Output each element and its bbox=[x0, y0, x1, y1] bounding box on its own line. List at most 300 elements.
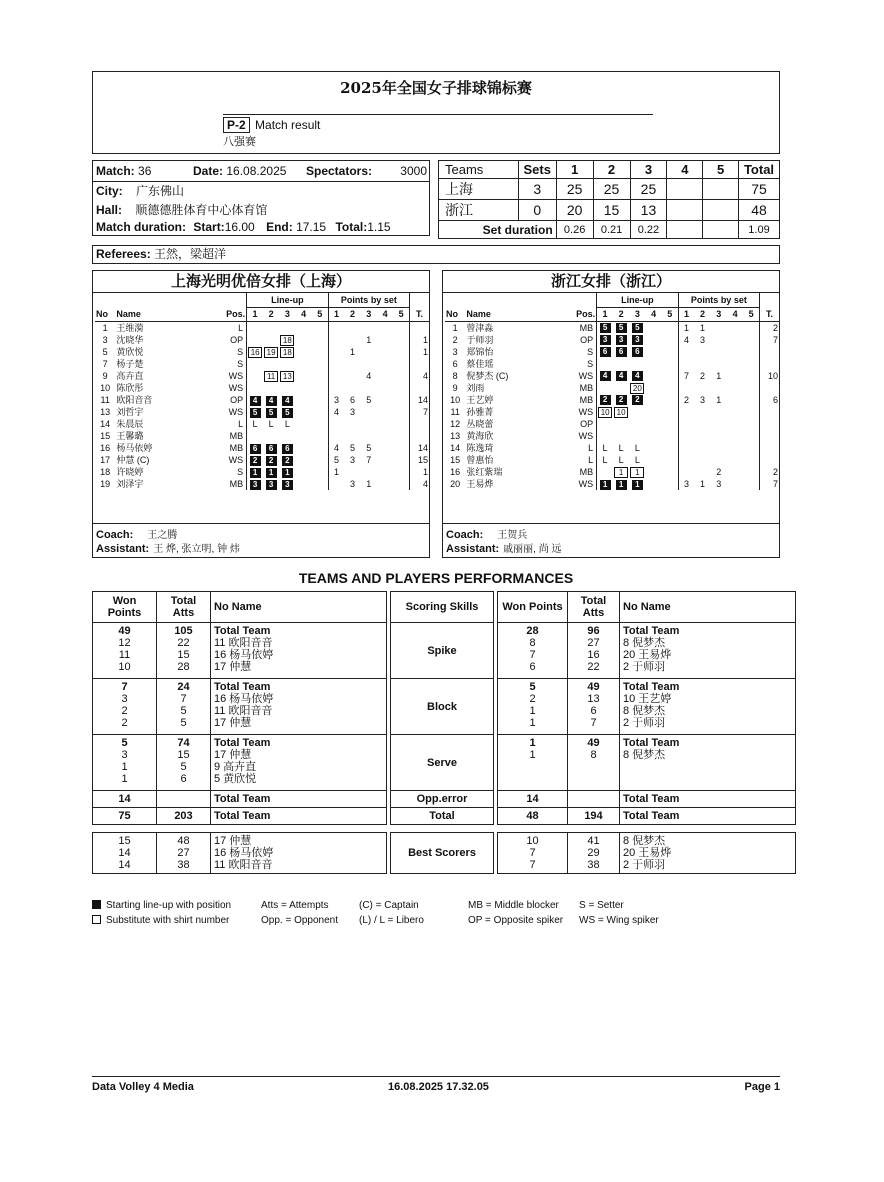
player-number: 10 bbox=[100, 382, 111, 393]
player-row bbox=[95, 454, 429, 466]
player-total bbox=[410, 430, 429, 442]
points-header: Points by set bbox=[678, 293, 759, 307]
footer-page: Page 1 bbox=[744, 1081, 780, 1093]
legend-op: OP = Opposite spiker bbox=[468, 915, 564, 926]
set-points bbox=[344, 430, 360, 442]
header-rule bbox=[223, 114, 653, 115]
starting-position-marker: 6 bbox=[632, 347, 643, 357]
set-points: 3 bbox=[700, 394, 706, 405]
set-points bbox=[377, 358, 393, 370]
set-points: 4 bbox=[678, 334, 694, 346]
set-points bbox=[344, 466, 360, 478]
player-number: 1 bbox=[452, 322, 458, 333]
set-points bbox=[328, 478, 344, 490]
match-date: 16.08.2025 bbox=[226, 164, 287, 178]
set-points bbox=[377, 454, 393, 466]
col-set-1: 1 bbox=[556, 161, 593, 179]
skill-section-block: 7 3 2 2 24 7 5 5 Total Team 16 杨马依婷 11 欧阳音音 17 仲慧 Block 5 2 1 1 49 13 6 7 Total Team 10 王艺婷 8 倪梦杰 2 于师羽 bbox=[93, 679, 796, 735]
player-number: 14 bbox=[100, 418, 111, 429]
match-info bbox=[92, 160, 430, 236]
legend-mb: MB = Middle blocker bbox=[468, 900, 559, 911]
starting-position-marker: 6 bbox=[282, 444, 293, 454]
team-a-total: 75 bbox=[739, 179, 780, 200]
substitute-marker: 1 bbox=[614, 467, 628, 478]
player-position: WS bbox=[228, 370, 244, 381]
set-points bbox=[743, 430, 759, 442]
team-b-sets: 0 bbox=[518, 200, 556, 221]
roster-group-header bbox=[445, 293, 779, 307]
city-label: City: bbox=[96, 184, 123, 198]
legend-substitute: Substitute with shirt number bbox=[92, 913, 262, 928]
set-points bbox=[711, 406, 727, 418]
starting-position-marker: 4 bbox=[266, 396, 277, 406]
report-code: P-2 bbox=[223, 117, 250, 133]
end-label: End: bbox=[266, 220, 293, 234]
set-points bbox=[711, 346, 727, 358]
starting-position-marker: 3 bbox=[266, 480, 277, 490]
player-number: 5 bbox=[102, 346, 108, 357]
set-points bbox=[711, 358, 727, 370]
set-points bbox=[743, 418, 759, 430]
set-points bbox=[344, 321, 360, 334]
player-name: 于师羽 bbox=[466, 334, 494, 345]
starting-position-marker: 1 bbox=[632, 480, 643, 490]
player-row bbox=[95, 406, 429, 418]
set-points: 3 bbox=[350, 406, 356, 417]
team-b-name: 浙江 bbox=[439, 200, 519, 221]
legend-libero: (L) / L = Libero bbox=[359, 915, 424, 926]
assistant-names: 戚丽丽, 尚 远 bbox=[503, 544, 562, 555]
set-points bbox=[393, 406, 409, 418]
starting-position-marker: 4 bbox=[632, 371, 643, 381]
set-points bbox=[377, 466, 393, 478]
player-row bbox=[95, 334, 429, 346]
starting-position-marker: 4 bbox=[250, 396, 261, 406]
report-header bbox=[92, 71, 780, 154]
libero-marker: L bbox=[268, 418, 274, 429]
player-total bbox=[760, 382, 779, 394]
set-points bbox=[328, 321, 344, 334]
libero-marker: L bbox=[602, 442, 608, 453]
score-header-row bbox=[439, 161, 780, 179]
set-duration-total: 1.09 bbox=[739, 221, 780, 239]
col-set-5: 5 bbox=[703, 161, 739, 179]
set-points bbox=[678, 442, 694, 454]
set-points bbox=[678, 466, 694, 478]
player-position: S bbox=[237, 466, 244, 477]
col-set-2: 2 bbox=[593, 161, 630, 179]
set-points bbox=[393, 358, 409, 370]
set-points bbox=[694, 382, 710, 394]
set-points bbox=[377, 370, 393, 382]
player-number: 19 bbox=[100, 478, 111, 489]
starting-position-marker: 4 bbox=[600, 371, 611, 381]
info-divider-1 bbox=[93, 181, 429, 182]
set-points bbox=[694, 418, 710, 430]
set-points: 2 bbox=[678, 394, 694, 406]
player-position: WS bbox=[578, 370, 594, 381]
player-position: L bbox=[238, 322, 244, 333]
team-b-set4 bbox=[667, 200, 703, 221]
player-row bbox=[95, 418, 429, 430]
set-points bbox=[694, 406, 710, 418]
set-points bbox=[361, 406, 377, 418]
set-points bbox=[743, 321, 759, 334]
roster-table bbox=[95, 293, 429, 490]
duration-label: Match duration: bbox=[96, 220, 186, 234]
starting-position-marker: 1 bbox=[266, 468, 277, 478]
player-total bbox=[760, 358, 779, 370]
starting-position-marker: 5 bbox=[616, 323, 627, 333]
roster-team-b bbox=[442, 270, 780, 558]
set-points: 5 bbox=[350, 442, 356, 453]
set-points bbox=[694, 430, 710, 442]
skill-section-spike: 49 12 11 10 105 22 15 28 Total Team 11 欧阳音音 16 杨马依婷 17 仲慧 Spike 28 8 7 6 96 27 16 22 Total Team 8 倪梦杰 20 王易烨 2 于师羽 bbox=[93, 623, 796, 679]
player-position: OP bbox=[580, 334, 594, 345]
skill-label: Spike bbox=[391, 623, 494, 679]
player-total bbox=[410, 358, 429, 370]
player-number: 6 bbox=[452, 358, 458, 369]
player-position: MB bbox=[579, 394, 594, 405]
set-points bbox=[377, 382, 393, 394]
set-points bbox=[727, 418, 743, 430]
col-total: Total bbox=[739, 161, 780, 179]
set-points bbox=[328, 346, 344, 358]
starting-position-marker: 5 bbox=[250, 408, 261, 418]
set-points bbox=[377, 442, 393, 454]
player-row bbox=[95, 321, 429, 334]
set-points bbox=[678, 418, 694, 430]
set-duration-2: 0.21 bbox=[593, 221, 630, 239]
substitute-marker: 18 bbox=[280, 335, 294, 346]
player-name: 黄欣悦 bbox=[116, 346, 144, 357]
player-row bbox=[445, 346, 779, 358]
set-points: 3 bbox=[350, 478, 356, 489]
set-points bbox=[694, 454, 710, 466]
best-scorers-row: 15 14 14 48 27 38 17 仲慧 16 杨马依婷 11 欧阳音音 Best Scorers 10 7 7 41 29 38 8 倪梦杰 20 王易烨 2 于师羽 bbox=[93, 833, 796, 874]
starting-position-marker: 2 bbox=[250, 456, 261, 466]
set-points: 1 bbox=[700, 322, 706, 333]
set-points bbox=[328, 358, 344, 370]
referees-value: 王然，梁超洋 bbox=[154, 247, 227, 261]
player-total bbox=[410, 321, 429, 334]
set-points bbox=[743, 466, 759, 478]
roster-column-header: No Name Pos. 1 2 3 4 5 1 2 3 4 5 T. bbox=[95, 307, 429, 321]
player-number: 2 bbox=[452, 334, 458, 345]
skill-section-serve: 5 3 1 1 74 15 5 6 Total Team 17 仲慧 9 高卉直 5 黄欣悦 Serve 1 1 49 8 Total Team 8 倪梦杰 bbox=[93, 735, 796, 791]
team-a-set3: 25 bbox=[630, 179, 667, 200]
set-points bbox=[361, 321, 377, 334]
player-name: 陈逸琦 bbox=[466, 442, 494, 453]
starting-position-marker: 4 bbox=[616, 371, 627, 381]
lineup-header: Line-up bbox=[597, 293, 678, 307]
set-points bbox=[694, 466, 710, 478]
set-points: 1 bbox=[350, 346, 356, 357]
set-points: 2 bbox=[700, 370, 706, 381]
player-number: 17 bbox=[100, 454, 111, 465]
player-name: 王艺婷 bbox=[466, 394, 494, 405]
set-points bbox=[377, 418, 393, 430]
set-points bbox=[727, 430, 743, 442]
player-name: 黄海欣 bbox=[466, 430, 494, 441]
player-position: WS bbox=[228, 454, 244, 465]
starting-position-marker: 3 bbox=[600, 335, 611, 345]
set-duration-5 bbox=[703, 221, 739, 239]
player-number: 11 bbox=[100, 394, 110, 405]
assistant-label: Assistant: bbox=[96, 543, 150, 555]
player-row bbox=[95, 394, 429, 406]
player-name: 杨子楚 bbox=[116, 358, 144, 369]
set-points bbox=[393, 466, 409, 478]
filled-square-icon bbox=[92, 900, 101, 909]
player-total: 7 bbox=[760, 334, 779, 346]
set-points bbox=[678, 382, 694, 394]
set-points bbox=[727, 370, 743, 382]
player-number: 7 bbox=[102, 358, 108, 369]
player-position: S bbox=[237, 346, 244, 357]
player-position: L bbox=[588, 454, 594, 465]
player-total: 10 bbox=[760, 370, 779, 382]
score-row-team-a bbox=[439, 179, 780, 200]
set-points bbox=[361, 418, 377, 430]
player-total: 4 bbox=[410, 478, 429, 490]
set-points: 6 bbox=[350, 394, 356, 405]
player-number: 20 bbox=[450, 478, 461, 489]
set-points bbox=[711, 442, 727, 454]
starting-position-marker: 4 bbox=[282, 396, 293, 406]
player-position: MB bbox=[579, 382, 594, 393]
starting-position-marker: 6 bbox=[266, 444, 277, 454]
player-number: 18 bbox=[100, 466, 111, 477]
set-points bbox=[694, 346, 710, 358]
player-total: 14 bbox=[410, 394, 429, 406]
team-a-name: 上海 bbox=[439, 179, 519, 200]
player-name: 曾惠怡 bbox=[466, 454, 494, 465]
team-b-set3: 13 bbox=[630, 200, 667, 221]
player-number: 8 bbox=[452, 370, 458, 381]
set-points bbox=[743, 454, 759, 466]
total-row: 75 203 Total Team Total 48 194 Total Team bbox=[93, 808, 796, 825]
set-points bbox=[328, 418, 344, 430]
set-points bbox=[711, 321, 727, 334]
set-points bbox=[678, 454, 694, 466]
player-total: 6 bbox=[760, 394, 779, 406]
set-points: 7 bbox=[366, 454, 372, 465]
player-position: MB bbox=[229, 478, 244, 489]
player-row bbox=[95, 358, 429, 370]
player-total: 1 bbox=[410, 466, 429, 478]
player-position: WS bbox=[228, 406, 244, 417]
legend-ws: WS = Wing spiker bbox=[579, 915, 659, 926]
set-points bbox=[377, 406, 393, 418]
player-number: 3 bbox=[102, 334, 108, 345]
set-points bbox=[727, 454, 743, 466]
starting-position-marker: 1 bbox=[616, 480, 627, 490]
libero-marker: L bbox=[284, 418, 290, 429]
player-position: MB bbox=[229, 430, 244, 441]
set-points bbox=[393, 370, 409, 382]
substitute-marker: 18 bbox=[280, 347, 294, 358]
team-a-set2: 25 bbox=[593, 179, 630, 200]
set-points bbox=[393, 418, 409, 430]
report-name: Match result bbox=[255, 118, 321, 132]
starting-position-marker: 3 bbox=[632, 335, 643, 345]
set-points bbox=[361, 358, 377, 370]
set-points bbox=[727, 382, 743, 394]
team-a-sets: 3 bbox=[518, 179, 556, 200]
set-points bbox=[711, 334, 727, 346]
set-points bbox=[743, 346, 759, 358]
start-label: Start: bbox=[193, 220, 225, 234]
coach-label: Coach: bbox=[446, 529, 484, 541]
set-points: 5 bbox=[328, 454, 344, 466]
performance-table bbox=[92, 591, 796, 874]
coach-label: Coach: bbox=[96, 529, 134, 541]
player-number: 15 bbox=[450, 454, 461, 465]
set-points bbox=[344, 358, 360, 370]
player-position: L bbox=[588, 442, 594, 453]
player-position: WS bbox=[578, 430, 594, 441]
set-points bbox=[361, 466, 377, 478]
player-name: 刘泽宇 bbox=[116, 478, 144, 489]
player-total: 7 bbox=[760, 478, 779, 490]
player-total bbox=[760, 418, 779, 430]
starting-position-marker: 3 bbox=[250, 480, 261, 490]
player-number: 14 bbox=[450, 442, 461, 453]
set-points: 3 bbox=[716, 478, 722, 489]
substitute-marker: 13 bbox=[280, 371, 294, 382]
set-points bbox=[694, 442, 710, 454]
referees-bar bbox=[92, 245, 780, 264]
starting-position-marker: 5 bbox=[266, 408, 277, 418]
set-points bbox=[344, 334, 360, 346]
player-name: 沈晓华 bbox=[116, 334, 144, 345]
set-points bbox=[727, 334, 743, 346]
legend-setter: S = Setter bbox=[579, 900, 624, 911]
starting-position-marker: 3 bbox=[282, 480, 293, 490]
player-position: L bbox=[238, 418, 244, 429]
player-row bbox=[445, 454, 779, 466]
set-duration-4 bbox=[667, 221, 703, 239]
opp-error-row: 14 Total Team Opp.error 14 Total Team bbox=[93, 791, 796, 808]
performance-title: TEAMS AND PLAYERS PERFORMANCES bbox=[298, 570, 574, 586]
set-points bbox=[328, 430, 344, 442]
set-points bbox=[743, 394, 759, 406]
player-name: 郑锦怡 bbox=[466, 346, 494, 357]
team-b-total: 48 bbox=[739, 200, 780, 221]
score-row-team-b bbox=[439, 200, 780, 221]
set-points bbox=[678, 430, 694, 442]
set-points bbox=[743, 334, 759, 346]
substitute-marker: 19 bbox=[264, 347, 278, 358]
set-duration-1: 0.26 bbox=[556, 221, 593, 239]
player-position: WS bbox=[578, 406, 594, 417]
player-position: S bbox=[587, 358, 594, 369]
set-points: 1 bbox=[700, 478, 706, 489]
starting-position-marker: 2 bbox=[600, 395, 611, 405]
player-row bbox=[95, 382, 429, 394]
set-points: 1 bbox=[366, 478, 372, 489]
set-points bbox=[711, 454, 727, 466]
player-row bbox=[95, 466, 429, 478]
player-name: 蔡佳瑶 bbox=[466, 358, 494, 369]
set-duration-3: 0.22 bbox=[630, 221, 667, 239]
player-number: 10 bbox=[450, 394, 461, 405]
roster-group-header bbox=[95, 293, 429, 307]
set-points bbox=[727, 466, 743, 478]
player-total: 1 bbox=[410, 346, 429, 358]
set-points bbox=[678, 406, 694, 418]
set-points bbox=[711, 430, 727, 442]
empty-square-icon bbox=[92, 915, 101, 924]
starting-position-marker: 1 bbox=[600, 480, 611, 490]
player-row bbox=[445, 334, 779, 346]
set-points bbox=[377, 478, 393, 490]
player-number: 1 bbox=[102, 322, 108, 333]
starting-position-marker: 1 bbox=[250, 468, 261, 478]
footer-timestamp: 16.08.2025 17.32.05 bbox=[388, 1081, 489, 1093]
set-points bbox=[328, 382, 344, 394]
hall-value: 顺德德胜体育中心体育馆 bbox=[135, 203, 268, 217]
player-total bbox=[760, 346, 779, 358]
player-row bbox=[445, 478, 779, 490]
set-points: 1 bbox=[366, 334, 372, 345]
player-name: 杨马依婷 bbox=[116, 442, 153, 453]
set-points bbox=[727, 442, 743, 454]
total-value: 1.15 bbox=[367, 220, 391, 234]
player-number: 3 bbox=[452, 346, 458, 357]
team-b-set5 bbox=[703, 200, 739, 221]
assistant-label: Assistant: bbox=[446, 543, 500, 555]
team-name: 浙江女排（浙江） bbox=[550, 272, 671, 290]
player-position: S bbox=[237, 358, 244, 369]
starting-position-marker: 2 bbox=[632, 395, 643, 405]
player-name: 丛晓蕾 bbox=[466, 418, 494, 429]
player-position: OP bbox=[230, 334, 244, 345]
player-name: 许晓婷 bbox=[116, 466, 144, 477]
set-points bbox=[727, 406, 743, 418]
team-a-set5 bbox=[703, 179, 739, 200]
set-points: 4 bbox=[328, 406, 344, 418]
player-number: 13 bbox=[100, 406, 111, 417]
roster-column-header: No Name Pos. 1 2 3 4 5 1 2 3 4 5 T. bbox=[445, 307, 779, 321]
set-points bbox=[743, 442, 759, 454]
substitute-marker: 10 bbox=[614, 407, 628, 418]
coach-name: 王贺兵 bbox=[497, 530, 528, 541]
set-points bbox=[743, 382, 759, 394]
player-total bbox=[760, 406, 779, 418]
set-points bbox=[377, 321, 393, 334]
libero-marker: L bbox=[634, 442, 640, 453]
player-name: 刘雨 bbox=[466, 382, 485, 393]
substitute-marker: 1 bbox=[630, 467, 644, 478]
set-points bbox=[727, 358, 743, 370]
skill-label: Serve bbox=[391, 735, 494, 791]
legend-captain: (C) = Captain bbox=[359, 900, 419, 911]
set-points bbox=[393, 321, 409, 334]
libero-marker: L bbox=[618, 442, 624, 453]
set-points bbox=[328, 334, 344, 346]
player-position: S bbox=[587, 346, 594, 357]
footer-left: Data Volley 4 Media bbox=[92, 1081, 194, 1093]
total-label: Total: bbox=[335, 220, 368, 234]
set-points: 5 bbox=[366, 442, 372, 453]
spectators-label: Spectators: bbox=[306, 164, 373, 178]
player-position: WS bbox=[578, 478, 594, 489]
best-scorers-label: Best Scorers bbox=[391, 833, 494, 874]
player-name: 王易烨 bbox=[466, 478, 494, 489]
starting-position-marker: 6 bbox=[600, 347, 611, 357]
